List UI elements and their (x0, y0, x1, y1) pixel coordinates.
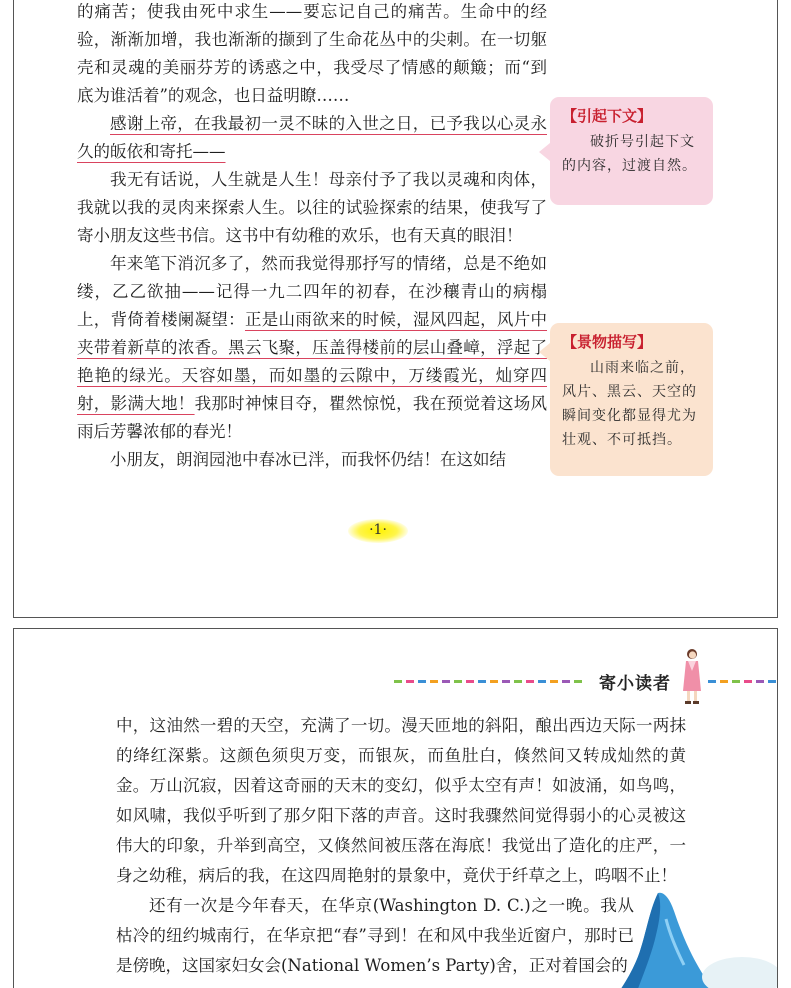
header-dash-line-left (394, 680, 582, 684)
note-title: 【景物描写】 (562, 333, 653, 351)
underlined-text: 感谢上帝，在我最初一灵不昧的入世之日，已予我以心灵永久的皈依和寄托—— (77, 114, 547, 161)
header-dash-line-right (708, 680, 776, 684)
underlined-text: 正是山雨欲来的时候，湿风四起，风片中夹带着新草的浓香。黑云飞聚，压盖得楼前的层山叠嶂，浮起了艳艳的绿光。天容如墨，而如墨的云隙中，万缕霞光，灿穿四射，影满大地！ (77, 310, 548, 413)
callout-pointer (539, 343, 550, 361)
paragraph: 小朋友，朗润园池中春冰已泮，而我怀仍结！在这如结 (110, 450, 506, 469)
note-title: 【引起下文】 (562, 107, 653, 125)
girl-figure-icon (679, 647, 705, 705)
paragraph: 还有一次是今年春天，在华京(Washington D. C.)之一晚。我从枯冷的纽约城南行，在华京把“春”寻到！在和风中我坐近窗户，那时已是傍晚，这国家妇女会(National Women’s Party)舍，正对着国会的 (116, 896, 634, 975)
page-number-highlight (348, 519, 408, 543)
text-span: 年来笔下消沉多了，然而我觉得那抒写的情绪，总是不绝如缕，乙乙欲抽——记得一九二四年的初春，在沙穰青山的病榻上，背倚着楼阑凝望： (77, 254, 547, 329)
annotation-note-scenery (550, 323, 713, 476)
note-body: 山雨来临之前，风片、黑云、天空的瞬间变化都显得尤为壮观、不可抵挡。 (562, 360, 697, 448)
lower-body-text (116, 711, 686, 981)
upper-body-text (77, 0, 547, 474)
page-number: ·1· (369, 522, 387, 538)
paragraph-scenery (77, 250, 547, 446)
text-span: 我那时神悚目夺，瞿然惊悦，我在预觉着这场风雨后芳馨浓郁的春光！ (77, 394, 548, 441)
paragraph: 的痛苦；使我由死中求生——要忘记自己的痛苦。生命中的经验，渐渐加增，我也渐渐的撷到了生命花丛中的尖刺。在一切躯壳和灵魂的美丽芬芳的诱惑之中，我受尽了情感的颠簸；而“到底为谁活着”的观念，也日益明瞭…… (77, 2, 547, 105)
annotation-note-transition (550, 97, 713, 205)
lower-page (13, 628, 778, 988)
running-header-title: 寄小读者 (599, 674, 671, 694)
callout-pointer (539, 143, 550, 161)
paragraph: 中，这油然一碧的天空，充满了一切。漫天匝地的斜阳，酿出西边天际一两抹的绛红深紫。这颜色须臾万变，而银灰，而鱼肚白，倏然间又转成灿然的黄金。万山沉寂，因着这奇丽的天末的变幻，似乎太空有声！如波涌，如鸟鸣，如风啸，我似乎听到了那夕阳下落的声音。这时我骤然间觉得弱小的心灵被这伟大的印象，升举到高空，又倏然间被压落在海底！我觉出了造化的庄严，一身之幼稚，病后的我，在这四周艳射的景象中，竟伏于纤草之上，呜咽不止！ (116, 716, 686, 885)
upper-page (13, 0, 778, 618)
paragraph: 我无有话说，人生就是人生！母亲付予了我以灵魂和肉体，我就以我的灵肉来探索人生。以往的试验探索的结果，使我写了寄小朋友这些书信。这书中有幼稚的欢乐，也有天真的眼泪！ (77, 170, 547, 245)
paragraph-underlined (77, 110, 547, 166)
cloud-decoration (702, 957, 778, 988)
note-body: 破折号引起下文的内容，过渡自然。 (562, 134, 697, 174)
